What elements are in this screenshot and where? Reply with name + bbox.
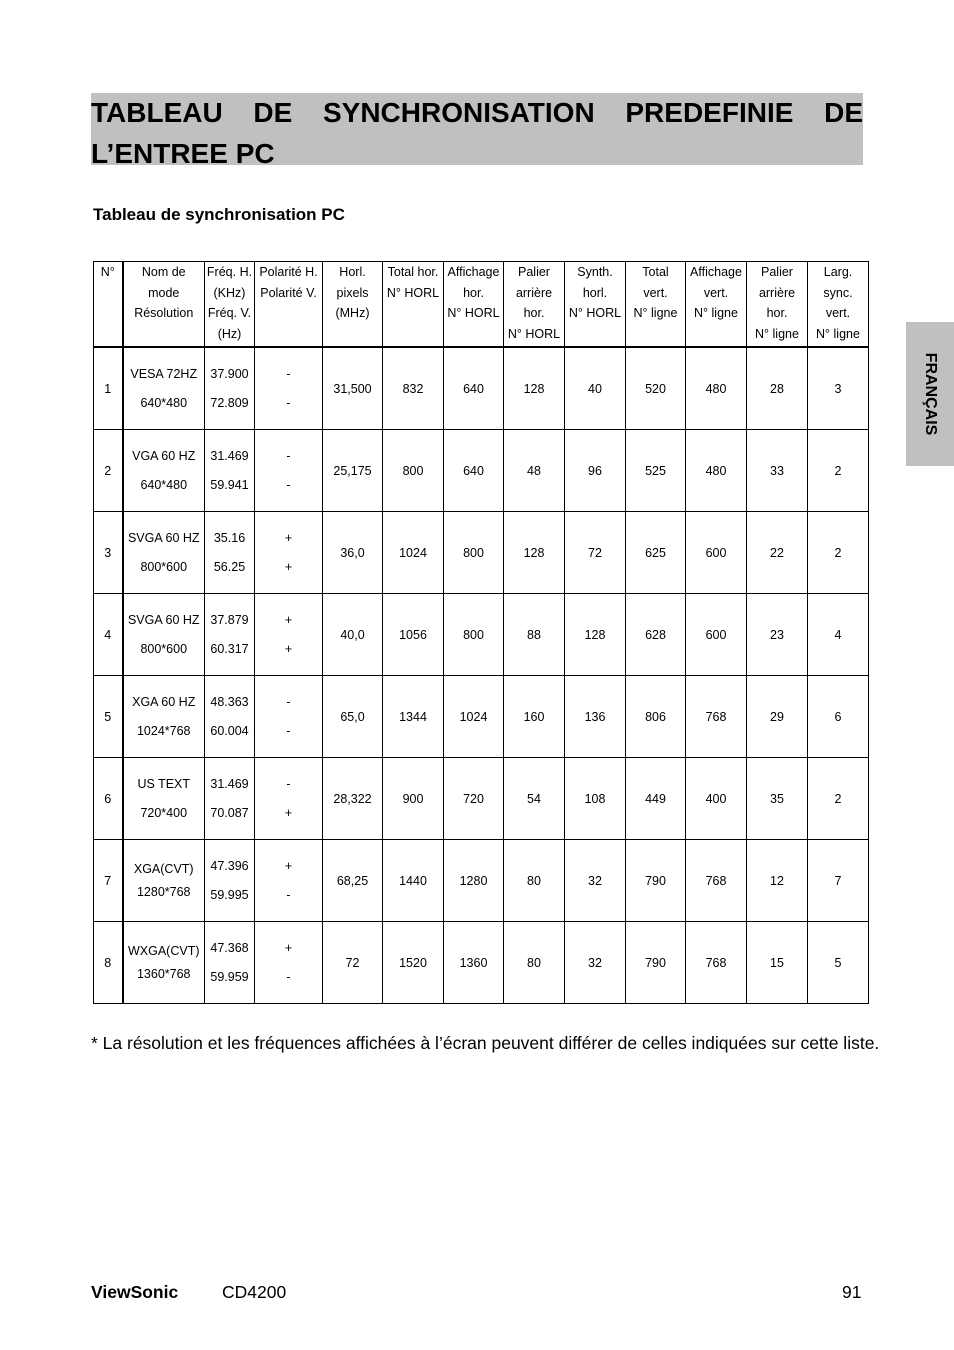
header-line: N° HORL (386, 285, 440, 300)
header-line: vert. (643, 285, 668, 300)
header-line: hor. (523, 306, 545, 321)
cell-bp-v: 12 (747, 840, 808, 922)
cell-bp-v: 15 (747, 922, 808, 1004)
cell-polarity-value: + (284, 530, 293, 545)
header-disp-v (686, 262, 747, 348)
header-line: N° ligne (755, 327, 799, 342)
header-line: N° HORL (447, 306, 500, 321)
cell-bp-h: 80 (504, 840, 565, 922)
cell-frequency-value: 60.317 (210, 641, 249, 656)
table-row (94, 758, 869, 840)
cell-total-v: 790 (626, 840, 686, 922)
cell-frequency-value: 48.363 (210, 694, 249, 709)
footer-brand: ViewSonic (91, 1282, 179, 1302)
cell-total-h: 832 (383, 347, 444, 430)
header-disp-h (444, 262, 504, 348)
cell-sync-h: 128 (565, 594, 626, 676)
cell-disp-h: 800 (444, 594, 504, 676)
header-bp-v (747, 262, 808, 348)
cell-polarity (255, 512, 323, 594)
cell-total-v: 525 (626, 430, 686, 512)
header-line: N° ligne (816, 327, 860, 342)
cell-polarity (255, 676, 323, 758)
cell-number: 3 (94, 512, 123, 594)
cell-bp-v: 28 (747, 347, 808, 430)
cell-polarity-value: - (286, 366, 291, 381)
header-num (94, 262, 123, 348)
language-tab (906, 322, 954, 466)
cell-number: 4 (94, 594, 123, 676)
cell-mode-value: VESA 72HZ (130, 366, 198, 381)
cell-frequency-value: 59.995 (210, 887, 249, 902)
cell-mode-value: US TEXT (137, 776, 191, 791)
header-line: N° HORL (568, 306, 622, 321)
header-line: hor. (766, 306, 788, 321)
cell-disp-h: 1360 (444, 922, 504, 1004)
cell-sync-v: 7 (808, 840, 869, 922)
cell-sync-h: 32 (565, 840, 626, 922)
header-line: horl. (582, 285, 608, 300)
cell-disp-h: 720 (444, 758, 504, 840)
header-line: N° ligne (633, 306, 678, 321)
cell-mode (123, 922, 205, 1004)
cell-disp-h: 800 (444, 512, 504, 594)
cell-total-v: 628 (626, 594, 686, 676)
header-line: arrière (515, 285, 553, 300)
cell-clock: 68,25 (323, 840, 383, 922)
cell-frequency (205, 922, 255, 1004)
cell-bp-v: 33 (747, 430, 808, 512)
cell-mode (123, 594, 205, 676)
cell-polarity-value: + (284, 805, 293, 820)
cell-mode-value: 720*400 (140, 805, 188, 820)
header-line: Affichage (690, 265, 742, 279)
cell-polarity-value: - (286, 723, 291, 738)
language-tab-label: FRANÇAIS (922, 352, 939, 436)
table-row (94, 676, 869, 758)
cell-mode-value: 1280*768 (136, 884, 191, 899)
header-line: arrière (758, 285, 796, 300)
table-row (94, 347, 869, 430)
cell-bp-h: 80 (504, 922, 565, 1004)
cell-mode (123, 430, 205, 512)
header-line: pixels (336, 285, 369, 300)
cell-frequency-value: 70.087 (210, 805, 249, 820)
cell-disp-v: 768 (686, 676, 747, 758)
cell-clock: 28,322 (323, 758, 383, 840)
cell-polarity-value: + (284, 612, 293, 627)
cell-bp-v: 35 (747, 758, 808, 840)
header-sync-v (808, 262, 869, 348)
cell-sync-v: 2 (808, 430, 869, 512)
header-freq (205, 262, 255, 348)
cell-sync-h: 136 (565, 676, 626, 758)
cell-clock: 65,0 (323, 676, 383, 758)
header-line: mode (148, 285, 180, 300)
cell-total-v: 625 (626, 512, 686, 594)
cell-bp-v: 23 (747, 594, 808, 676)
cell-total-v: 806 (626, 676, 686, 758)
cell-clock: 25,175 (323, 430, 383, 512)
cell-total-h: 1344 (383, 676, 444, 758)
cell-polarity (255, 758, 323, 840)
cell-total-h: 1520 (383, 922, 444, 1004)
cell-frequency (205, 512, 255, 594)
cell-sync-v: 3 (808, 347, 869, 430)
cell-sync-v: 5 (808, 922, 869, 1004)
cell-polarity-value: + (284, 559, 293, 574)
cell-frequency-value: 47.368 (210, 940, 249, 955)
page-number: 91 (842, 1282, 862, 1302)
header-line: Fréq. V. (207, 306, 252, 321)
table-row (94, 512, 869, 594)
cell-bp-h: 128 (504, 347, 565, 430)
header-line: Total (642, 265, 669, 279)
header-line: (Hz) (217, 327, 242, 342)
cell-disp-v: 768 (686, 840, 747, 922)
cell-polarity-value: - (286, 776, 291, 791)
table-row (94, 840, 869, 922)
cell-polarity-value: - (286, 887, 291, 902)
cell-frequency-value: 31.469 (210, 448, 249, 463)
cell-frequency (205, 840, 255, 922)
cell-frequency-value: 59.959 (210, 969, 249, 984)
cell-frequency-value: 72.809 (210, 395, 249, 410)
cell-polarity-value: + (284, 641, 293, 656)
cell-disp-h: 640 (444, 430, 504, 512)
cell-polarity-value: - (286, 448, 291, 463)
cell-disp-v: 768 (686, 922, 747, 1004)
cell-disp-h: 1024 (444, 676, 504, 758)
header-line: Palier (518, 265, 550, 279)
cell-polarity-value: - (286, 694, 291, 709)
header-mode (123, 262, 205, 348)
cell-frequency-value: 56.25 (213, 559, 246, 574)
cell-sync-v: 6 (808, 676, 869, 758)
header-line: Horl. (339, 265, 366, 279)
cell-mode-value: 1360*768 (136, 966, 191, 981)
header-line: Nom de (141, 265, 186, 279)
header-bp-h (504, 262, 565, 348)
cell-disp-v: 480 (686, 430, 747, 512)
cell-disp-h: 1280 (444, 840, 504, 922)
cell-frequency-value: 31.469 (210, 776, 249, 791)
footer-model: CD4200 (222, 1282, 287, 1302)
cell-mode-value: 640*480 (140, 395, 188, 410)
cell-polarity-value: - (286, 477, 291, 492)
cell-mode-value: SVGA 60 HZ (127, 612, 200, 627)
cell-mode (123, 512, 205, 594)
table-row (94, 430, 869, 512)
cell-clock: 31,500 (323, 347, 383, 430)
header-line: vert. (703, 285, 729, 300)
cell-frequency (205, 676, 255, 758)
cell-number: 7 (94, 840, 123, 922)
header-line: sync. (823, 285, 853, 300)
cell-polarity (255, 594, 323, 676)
cell-sync-h: 72 (565, 512, 626, 594)
cell-total-h: 1024 (383, 512, 444, 594)
cell-frequency-value: 37.879 (210, 612, 249, 627)
header-line: Résolution (134, 306, 194, 321)
cell-polarity-value: - (286, 395, 291, 410)
cell-sync-v: 2 (808, 512, 869, 594)
cell-total-h: 800 (383, 430, 444, 512)
header-sync-h (565, 262, 626, 348)
cell-bp-h: 88 (504, 594, 565, 676)
cell-number: 5 (94, 676, 123, 758)
header-line: Polarité V. (260, 285, 317, 300)
cell-sync-h: 96 (565, 430, 626, 512)
header-line: Polarité H. (259, 265, 318, 279)
cell-frequency (205, 347, 255, 430)
cell-total-h: 900 (383, 758, 444, 840)
cell-bp-h: 54 (504, 758, 565, 840)
cell-disp-v: 600 (686, 594, 747, 676)
cell-bp-h: 48 (504, 430, 565, 512)
cell-frequency (205, 758, 255, 840)
cell-clock: 40,0 (323, 594, 383, 676)
cell-frequency (205, 430, 255, 512)
sync-table (93, 261, 869, 1004)
cell-polarity-value: + (284, 858, 293, 873)
cell-mode (123, 840, 205, 922)
cell-bp-h: 160 (504, 676, 565, 758)
header-line: (MHz) (335, 306, 370, 321)
cell-sync-h: 32 (565, 922, 626, 1004)
page-title: TABLEAU DE SYNCHRONISATION PREDEFINIE DE L’ENTREE PC (91, 97, 863, 169)
header-line: Synth. (577, 265, 613, 279)
cell-polarity-value: + (284, 940, 293, 955)
cell-clock: 36,0 (323, 512, 383, 594)
cell-polarity (255, 922, 323, 1004)
cell-total-h: 1440 (383, 840, 444, 922)
header-polarity (255, 262, 323, 348)
cell-sync-v: 2 (808, 758, 869, 840)
cell-number: 6 (94, 758, 123, 840)
cell-mode-value: XGA 60 HZ (132, 694, 196, 709)
cell-bp-v: 29 (747, 676, 808, 758)
cell-disp-v: 600 (686, 512, 747, 594)
header-total-v (626, 262, 686, 348)
header-total-h (383, 262, 444, 348)
cell-mode-value: SVGA 60 HZ (127, 530, 200, 545)
cell-number: 2 (94, 430, 123, 512)
cell-mode-value: 1024*768 (136, 723, 191, 738)
cell-mode-value: XGA(CVT) (133, 861, 194, 876)
header-clock (323, 262, 383, 348)
cell-mode-value: 640*480 (140, 477, 188, 492)
cell-frequency-value: 60.004 (210, 723, 249, 738)
cell-sync-v: 4 (808, 594, 869, 676)
header-line: N° HORL (507, 327, 561, 342)
cell-frequency-value: 47.396 (210, 858, 249, 873)
cell-frequency (205, 594, 255, 676)
table-subtitle: Tableau de synchronisation PC (93, 205, 345, 224)
cell-mode-value: WXGA(CVT) (127, 943, 200, 958)
cell-disp-v: 400 (686, 758, 747, 840)
cell-number: 8 (94, 922, 123, 1004)
header-line: Affichage (447, 265, 500, 279)
header-line: Total hor. (387, 265, 439, 279)
header-line: N° ligne (694, 306, 738, 321)
cell-frequency-value: 37.900 (210, 366, 249, 381)
header-line: Palier (761, 265, 793, 279)
cell-mode (123, 676, 205, 758)
cell-total-v: 449 (626, 758, 686, 840)
cell-disp-v: 480 (686, 347, 747, 430)
cell-frequency-value: 35.16 (213, 530, 246, 545)
cell-sync-h: 108 (565, 758, 626, 840)
cell-mode (123, 347, 205, 430)
header-line: N° (100, 265, 115, 279)
header-line: (KHz) (213, 285, 246, 300)
header-line: Fréq. H. (206, 265, 253, 279)
cell-bp-h: 128 (504, 512, 565, 594)
cell-mode (123, 758, 205, 840)
cell-number: 1 (94, 347, 123, 430)
cell-polarity (255, 840, 323, 922)
cell-polarity (255, 430, 323, 512)
cell-mode-value: 800*600 (140, 559, 188, 574)
header-line: vert. (825, 306, 851, 321)
cell-total-v: 520 (626, 347, 686, 430)
table-header-row (94, 262, 869, 348)
cell-polarity (255, 347, 323, 430)
cell-disp-h: 640 (444, 347, 504, 430)
cell-sync-h: 40 (565, 347, 626, 430)
header-line: Larg. (823, 265, 853, 279)
header-line: hor. (463, 285, 484, 300)
cell-mode-value: VGA 60 HZ (132, 448, 196, 463)
cell-clock: 72 (323, 922, 383, 1004)
cell-mode-value: 800*600 (140, 641, 188, 656)
footnote: * La résolution et les fréquences affichées à l’écran peuvent différer de celles indiquées sur cette liste. (91, 1033, 880, 1053)
cell-total-h: 1056 (383, 594, 444, 676)
cell-bp-v: 22 (747, 512, 808, 594)
cell-frequency-value: 59.941 (210, 477, 249, 492)
table-row (94, 922, 869, 1004)
cell-polarity-value: - (286, 969, 291, 984)
cell-total-v: 790 (626, 922, 686, 1004)
table-row (94, 594, 869, 676)
